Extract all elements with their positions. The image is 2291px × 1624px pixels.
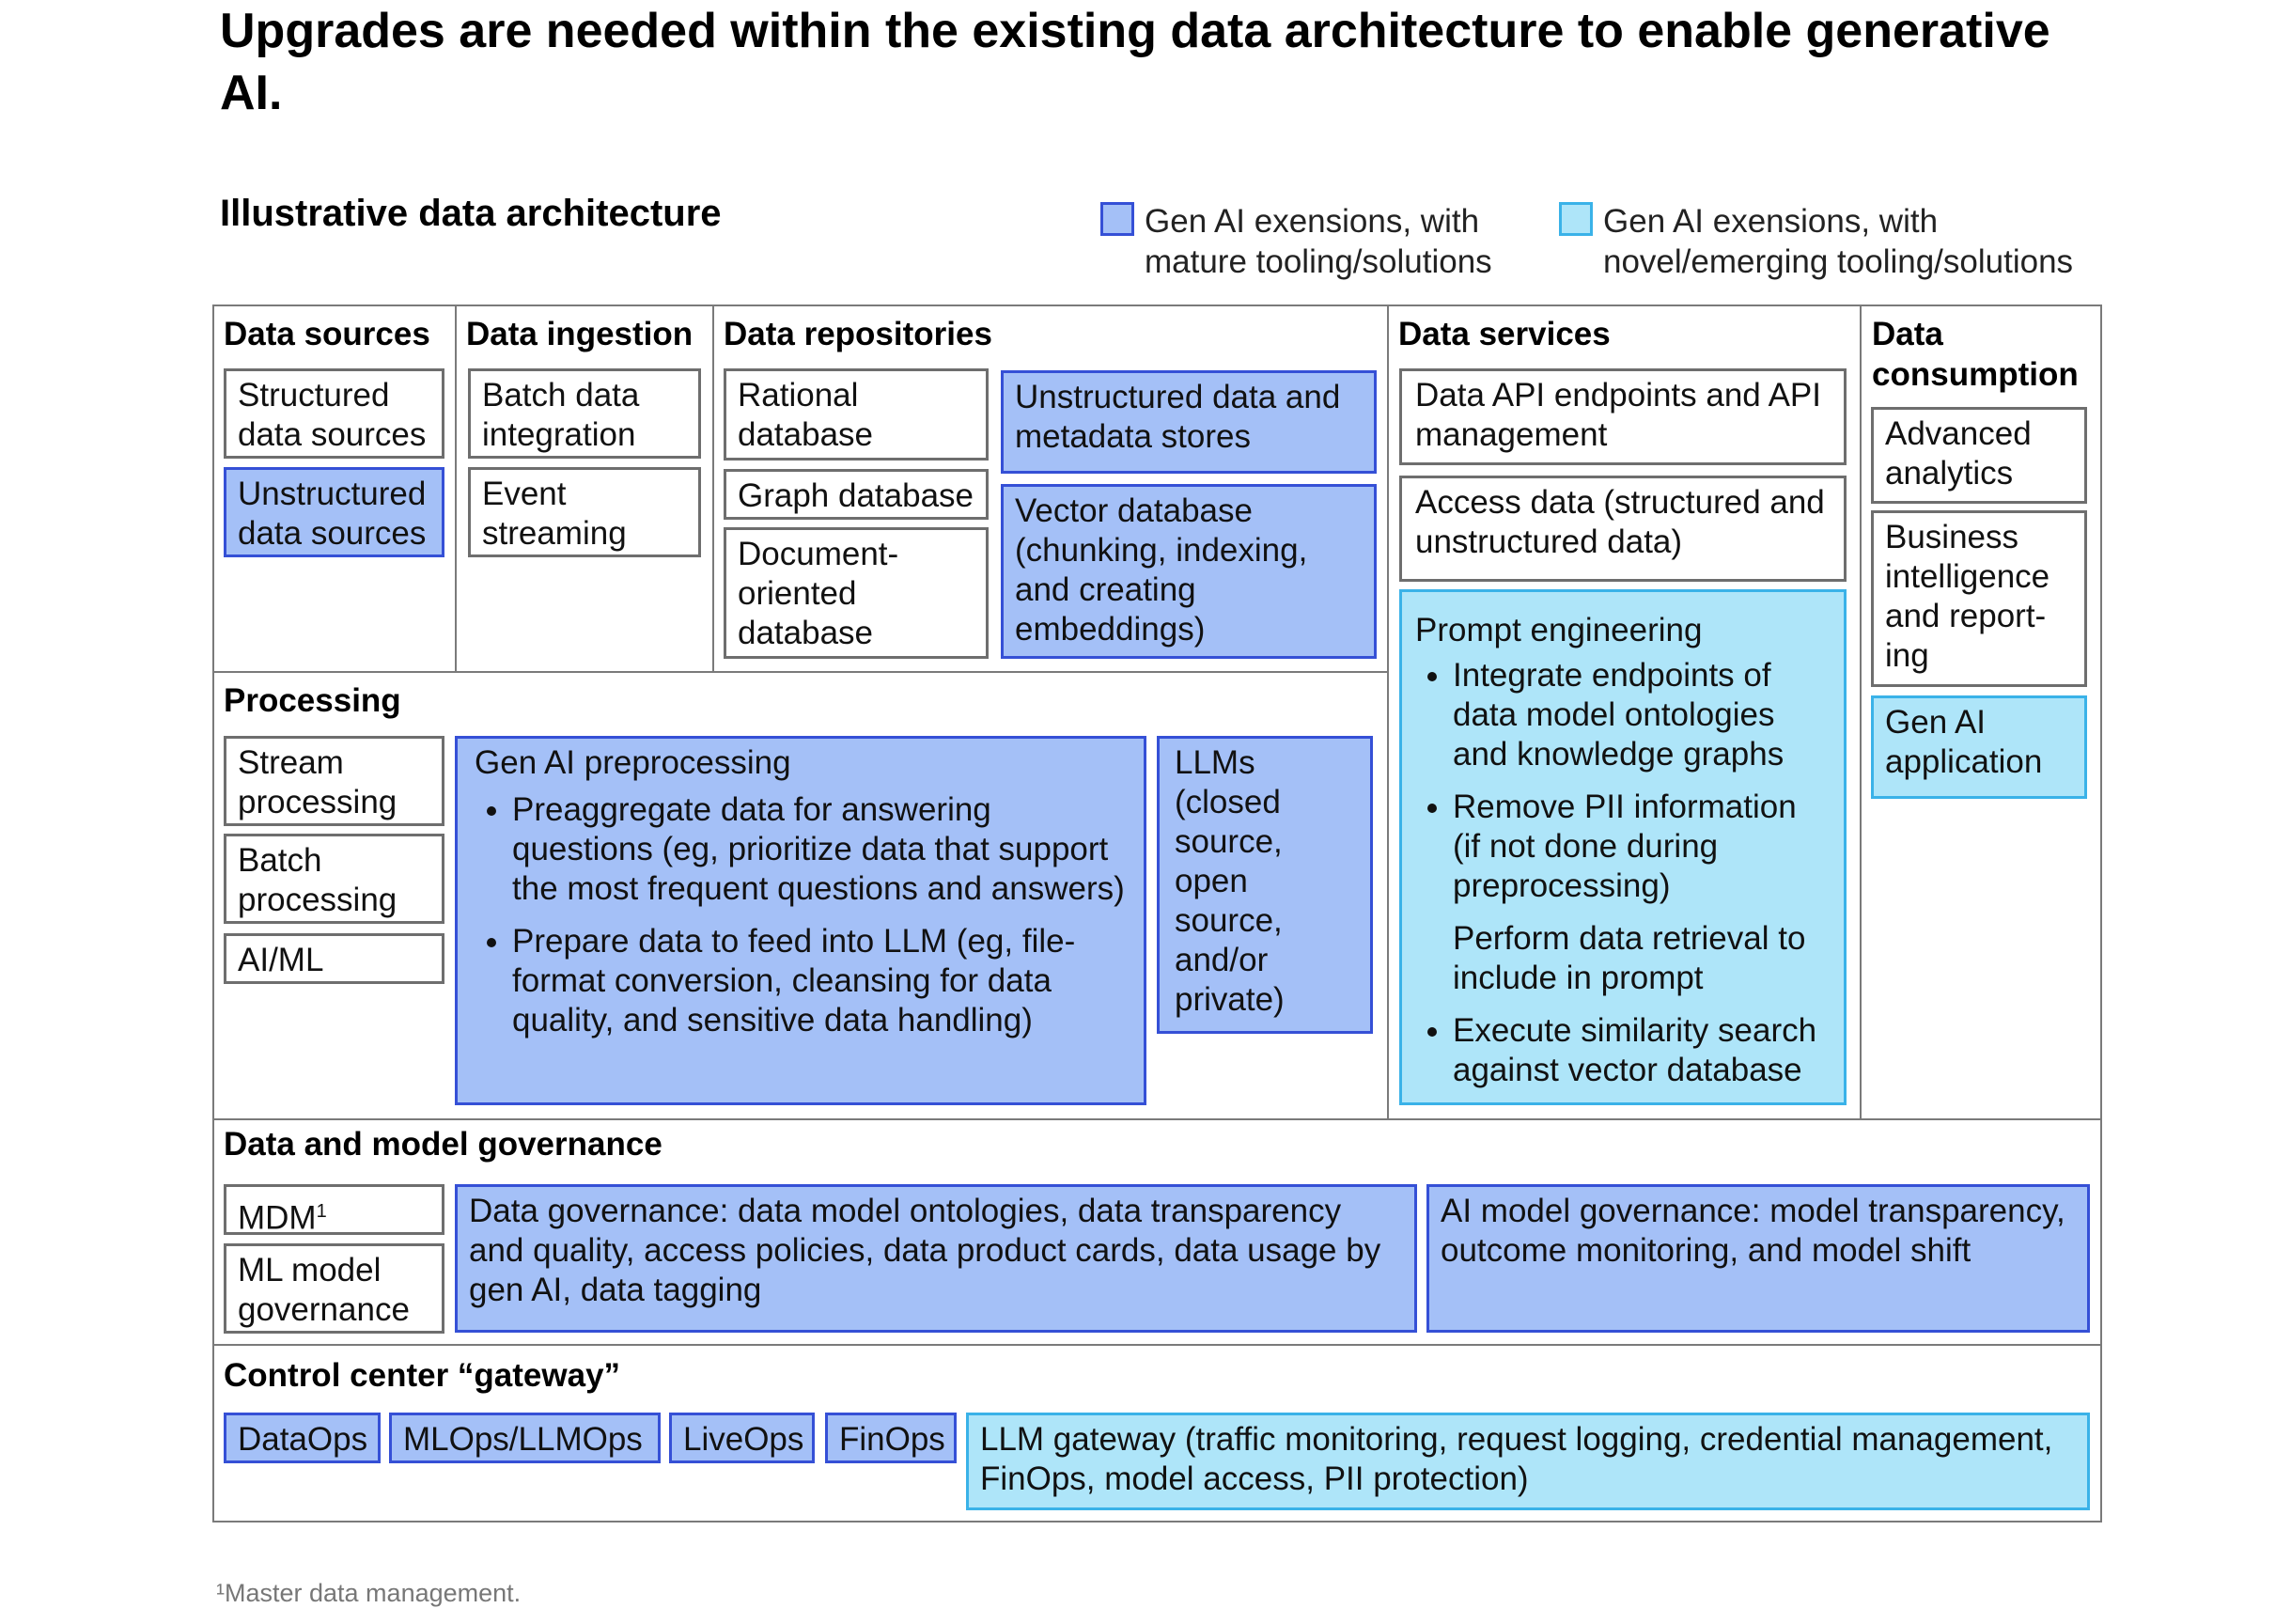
llms-box: LLMs (closed source, open source, and/or private) [1157, 736, 1373, 1034]
mdm-footnote-marker: 1 [316, 1201, 327, 1222]
stream-processing-box: Stream processing [224, 736, 444, 826]
advanced-analytics-box: Advanced analytics [1871, 407, 2087, 504]
gen-ai-preprocessing-title: Gen AI preprocessing [475, 744, 791, 781]
list-item: • Execute similarity search against vector database [1453, 1011, 1832, 1090]
legend-label-mature: Gen AI exensions, with mature tooling/solutions [1145, 203, 1492, 280]
vector-database-box: Vector database (chunking, indexing, and creating embeddings) [1001, 484, 1377, 659]
gen-ai-application-box: Gen AI application [1871, 695, 2087, 799]
data-api-endpoints-box: Data API endpoints and API management [1399, 368, 1847, 465]
unstructured-data-sources-box: Unstructured data sources [224, 467, 444, 557]
data-consumption-title: Data consumption [1872, 316, 2079, 393]
diagram-subtitle: Illustrative data architecture [220, 193, 722, 234]
list-item: Perform data retrieval to include in prompt [1453, 920, 1806, 996]
ml-model-governance-box: ML model governance [224, 1243, 444, 1334]
data-ingestion-title: Data ingestion [466, 316, 694, 352]
business-intelligence-box: Business intelligence and report-ing [1871, 510, 2087, 687]
mdm-label: MDM [238, 1199, 317, 1235]
legend-swatch-novel [1559, 202, 1593, 236]
legend-swatch-mature [1100, 202, 1134, 236]
page-title: Upgrades are needed within the existing data architecture to enable generative AI. [220, 4, 2050, 120]
processing-title: Processing [224, 682, 401, 719]
structured-data-sources-box: Structured data sources [224, 368, 444, 459]
llm-gateway-box: LLM gateway (traffic monitoring, request logging, credential management, FinOps, model access, PII protection) [966, 1413, 2090, 1510]
access-data-box: Access data (structured and unstructured data) [1399, 476, 1847, 582]
data-governance-box: Data governance: data model ontologies, data transparency and quality, access policies, data product cards, data usage by gen AI, data tagging [455, 1184, 1417, 1333]
data-sources-title: Data sources [224, 316, 430, 352]
list-item: • Preaggregate data for answering questions (eg, prioritize data that support the most frequent questions and answers) [512, 790, 1132, 909]
event-streaming-box: Event streaming [468, 467, 701, 557]
document-oriented-database-box: Document-oriented database [724, 527, 989, 659]
ai-ml-box: AI/ML [224, 933, 444, 984]
data-repositories-title: Data repositories [724, 316, 992, 352]
gen-ai-preprocessing-list [475, 790, 1132, 1040]
gen-ai-preprocessing-box [455, 736, 1146, 1105]
batch-data-integration-box: Batch data integration [468, 368, 701, 459]
mdm-box [224, 1184, 444, 1235]
prompt-engineering-box [1399, 589, 1847, 1105]
graph-database-box: Graph database [724, 469, 989, 520]
ai-model-governance-box: AI model governance: model transparency, outcome monitoring, and model shift [1426, 1184, 2090, 1333]
finops-box: FinOps [825, 1413, 957, 1463]
dataops-box: DataOps [224, 1413, 381, 1463]
mlops-llmops-box: MLOps/LLMOps [389, 1413, 661, 1463]
control-center-title: Control center “gateway” [224, 1357, 621, 1394]
list-item: • Remove PII information (if not done during preprocessing) [1453, 788, 1832, 906]
data-services-title: Data services [1398, 316, 1611, 352]
footnote: ¹Master data management. [216, 1579, 522, 1607]
liveops-box: LiveOps [669, 1413, 815, 1463]
prompt-engineering-list [1415, 656, 1832, 1090]
batch-processing-box: Batch processing [224, 834, 444, 924]
list-item: • Prepare data to feed into LLM (eg, file-format conversion, cleansing for data quality, and sensitive data handling) [512, 922, 1132, 1040]
list-item: • Integrate endpoints of data model ontologies and knowledge graphs [1453, 656, 1832, 774]
legend-label-novel: Gen AI exensions, with novel/emerging tooling/solutions [1603, 203, 2074, 280]
prompt-engineering-title: Prompt engineering [1415, 612, 1703, 648]
governance-title: Data and model governance [224, 1126, 662, 1163]
rational-database-box: Rational database [724, 368, 989, 461]
unstructured-metadata-stores-box: Unstructured data and metadata stores [1001, 370, 1377, 474]
